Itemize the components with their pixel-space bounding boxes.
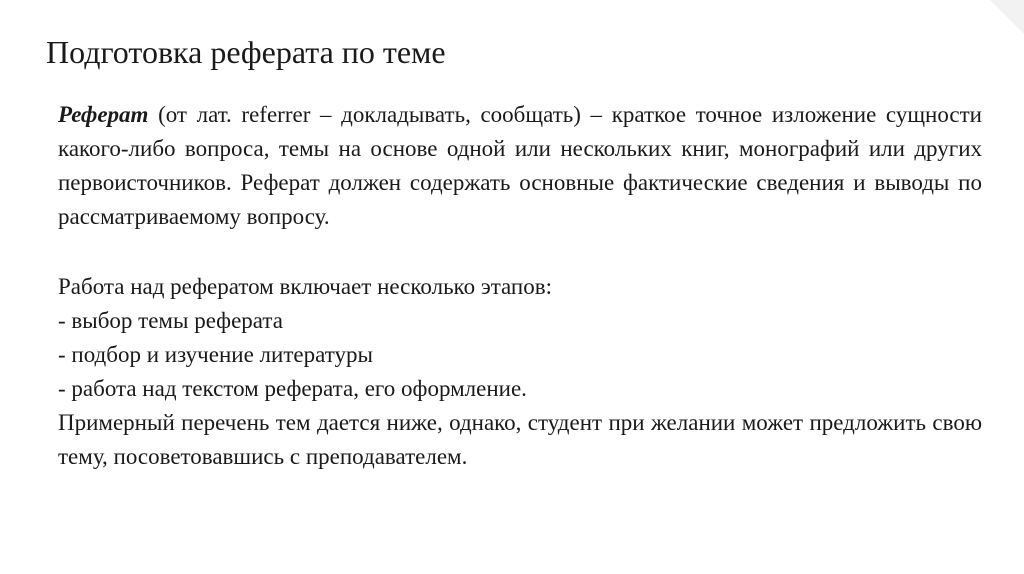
stage-item-literature: - подбор и изучение литературы [58, 342, 373, 367]
definition-text: (от лат. referrer – докладывать, сообщать) – краткое точное изложение сущности какого-либо вопроса, темы на основе одной или нескольких книг, монографий или других первоисточников. Реферат должен содержать основные фактические сведения и выводы по рассматриваемому вопросу. [58, 102, 982, 229]
closing-paragraph: Примерный перечень тем дается ниже, однако, студент при желании может предложить свою тему, посоветовавшись с преподавателем. [58, 410, 982, 469]
paragraph-spacer [58, 234, 982, 270]
stages-intro: Работа над рефератом включает несколько этапов: [58, 274, 552, 299]
definition-term: Реферат [58, 102, 149, 127]
slide-title: Подготовка реферата по теме [46, 34, 446, 70]
stage-item-topic: - выбор темы реферата [58, 308, 283, 333]
corner-decoration [990, 0, 1024, 34]
stage-item-writing: - работа над текстом реферата, его оформление. [58, 376, 527, 401]
slide-body [58, 98, 982, 474]
definition-paragraph [58, 98, 982, 234]
